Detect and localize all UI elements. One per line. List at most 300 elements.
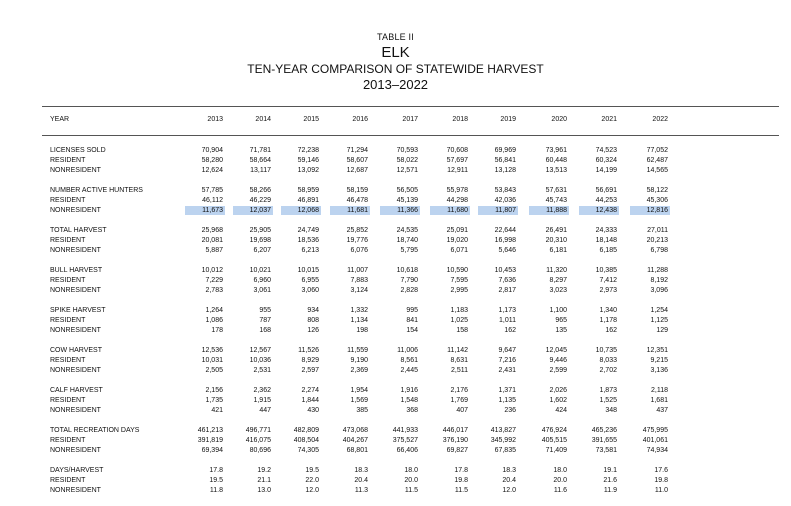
table-cell: 19,020 [446, 237, 468, 244]
table-cell: 8,297 [549, 277, 567, 284]
table-cell: 73,581 [595, 447, 617, 454]
row-label: RESIDENT [50, 437, 86, 444]
table-cell: 2,597 [301, 367, 319, 374]
table-cell: 1,134 [350, 317, 368, 324]
table-cell: 162 [605, 327, 617, 334]
table-cell: 6,071 [450, 247, 468, 254]
table-cell: 56,505 [396, 187, 418, 194]
row-label: NUMBER ACTIVE HUNTERS [50, 187, 143, 194]
table-cell: 21.1 [257, 477, 271, 484]
table-cell: 965 [555, 317, 567, 324]
row-label: BULL HARVEST [50, 267, 103, 274]
table-cell: 5,795 [400, 247, 418, 254]
table-cell: 11,526 [298, 347, 319, 354]
table-cell: 13,092 [297, 167, 319, 174]
table-cell: 11.5 [454, 487, 468, 494]
row-label: NONRESIDENT [50, 367, 101, 374]
table-cell: 7,636 [498, 277, 516, 284]
table-cell: 19.8 [454, 477, 468, 484]
table-cell: 18.0 [553, 467, 567, 474]
table-cell: 11.6 [553, 487, 567, 494]
row-label: RESIDENT [50, 357, 86, 364]
table-cell: 10,012 [201, 267, 223, 274]
table-cell: 7,883 [350, 277, 368, 284]
table-row [42, 306, 779, 316]
table-cell: 12,068 [297, 207, 319, 214]
title-block [0, 0, 791, 91]
table-cell: 408,504 [293, 437, 319, 444]
table-group [42, 346, 779, 386]
table-cell: 56,691 [595, 187, 617, 194]
table-cell: 19.5 [305, 467, 319, 474]
table-group [42, 466, 779, 506]
table-cell: 413,827 [490, 427, 516, 434]
table-cell: 14,199 [595, 167, 617, 174]
table-cell: 11,142 [447, 347, 468, 354]
table-cell: 1,525 [599, 397, 617, 404]
table-cell: 430 [307, 407, 319, 414]
table-cell: 405,515 [541, 437, 567, 444]
table-cell: 24,333 [595, 227, 617, 234]
row-label: NONRESIDENT [50, 207, 101, 214]
table-row [42, 266, 779, 276]
table-row [42, 326, 779, 336]
table-cell: 20,081 [201, 237, 223, 244]
table-cell: 12,037 [249, 207, 271, 214]
table-cell: 1,135 [498, 397, 516, 404]
table-cell: 6,798 [650, 247, 668, 254]
table-group [42, 306, 779, 346]
table-row [42, 156, 779, 166]
table-cell: 20.0 [404, 477, 418, 484]
table-cell: 18,148 [595, 237, 617, 244]
table-cell: 2,973 [599, 287, 617, 294]
table-cell: 10,385 [595, 267, 617, 274]
table-row [42, 476, 779, 486]
table-cell: 46,891 [297, 197, 319, 204]
table-cell: 236 [504, 407, 516, 414]
row-label: TOTAL RECREATION DAYS [50, 427, 140, 434]
table-cell: 3,124 [350, 287, 368, 294]
table-cell: 2,828 [400, 287, 418, 294]
table-cell: 44,298 [446, 197, 468, 204]
table-cell: 14,565 [646, 167, 668, 174]
table-cell: 6,185 [599, 247, 617, 254]
table-cell: 475,995 [642, 427, 668, 434]
table-cell: 46,112 [202, 197, 223, 204]
table-cell: 24,749 [297, 227, 319, 234]
table-cell: 6,960 [253, 277, 271, 284]
table-cell: 72,238 [297, 147, 319, 154]
table-cell: 25,852 [346, 227, 368, 234]
table-cell: 74,305 [297, 447, 319, 454]
table-cell: 70,608 [446, 147, 468, 154]
table-cell: 7,216 [498, 357, 516, 364]
table-cell: 158 [456, 327, 468, 334]
table-cell: 1,769 [450, 397, 468, 404]
table-cell: 10,590 [446, 267, 468, 274]
row-label: SPIKE HARVEST [50, 307, 106, 314]
table-cell: 154 [406, 327, 418, 334]
table-cell: 58,266 [249, 187, 271, 194]
table-row [42, 386, 779, 396]
table-cell: 25,091 [446, 227, 468, 234]
table-cell: 1,332 [350, 307, 368, 314]
table-cell: 2,817 [498, 287, 516, 294]
table-cell: 461,213 [197, 427, 223, 434]
table-cell: 2,156 [205, 387, 223, 394]
table-cell: 1,954 [350, 387, 368, 394]
table-cell: 16,998 [494, 237, 516, 244]
table-row [42, 366, 779, 376]
table-cell: 496,771 [245, 427, 271, 434]
table-row [42, 286, 779, 296]
table-row [42, 406, 779, 416]
table-cell: 12,816 [646, 207, 668, 214]
year-range: 2013–2022 [362, 77, 429, 92]
table-cell: 80,696 [249, 447, 271, 454]
table-cell: 12,571 [396, 167, 418, 174]
row-label: NONRESIDENT [50, 407, 101, 414]
table-cell: 7,412 [599, 277, 617, 284]
table-cell: 19.5 [209, 477, 223, 484]
table-cell: 2,431 [498, 367, 516, 374]
table-cell: 2,362 [253, 387, 271, 394]
table-cell: 58,607 [346, 157, 368, 164]
table-cell: 841 [406, 317, 418, 324]
table-row [42, 466, 779, 476]
table-cell: 25,968 [201, 227, 223, 234]
table-cell: 11,673 [202, 207, 223, 214]
table-cell: 3,023 [549, 287, 567, 294]
table-cell: 1,100 [549, 307, 567, 314]
table-row [42, 426, 779, 436]
table-cell: 12,687 [346, 167, 368, 174]
table-cell: 8,192 [650, 277, 668, 284]
table-title: TEN-YEAR COMPARISON OF STATEWIDE HARVEST [247, 62, 544, 76]
table-cell: 11,807 [495, 207, 516, 214]
table-cell: 9,215 [650, 357, 668, 364]
table-cell: 56,841 [494, 157, 516, 164]
table-cell: 60,448 [545, 157, 567, 164]
table-cell: 162 [504, 327, 516, 334]
table-cell: 45,139 [396, 197, 418, 204]
table-cell: 473,068 [342, 427, 368, 434]
table-cell: 45,743 [545, 197, 567, 204]
table-cell: 401,061 [642, 437, 668, 444]
table-cell: 12,438 [595, 207, 617, 214]
table-group [42, 386, 779, 426]
table-cell: 10,031 [201, 357, 223, 364]
table-cell: 17.8 [454, 467, 468, 474]
row-label: RESIDENT [50, 477, 86, 484]
table-cell: 10,015 [297, 267, 319, 274]
table-cell: 11,320 [546, 267, 567, 274]
table-cell: 25,905 [249, 227, 271, 234]
column-header-row [42, 106, 779, 136]
table-cell: 13,128 [494, 167, 516, 174]
table-cell: 1,873 [599, 387, 617, 394]
table-cell: 3,060 [301, 287, 319, 294]
table-cell: 60,324 [595, 157, 617, 164]
table-cell: 1,915 [253, 397, 271, 404]
table-cell: 1,086 [205, 317, 223, 324]
table-row [42, 146, 779, 156]
data-table [42, 146, 779, 506]
table-cell: 13,117 [250, 167, 271, 174]
table-cell: 11,007 [347, 267, 368, 274]
table-cell: 2,369 [350, 367, 368, 374]
table-cell: 11.9 [603, 487, 617, 494]
table-cell: 9,190 [350, 357, 368, 364]
table-cell: 11,681 [347, 207, 368, 214]
row-label: NONRESIDENT [50, 487, 101, 494]
table-cell: 2,599 [549, 367, 567, 374]
table-cell: 1,735 [205, 397, 223, 404]
table-cell: 12,045 [545, 347, 567, 354]
table-cell: 348 [605, 407, 617, 414]
year-header-2022: 2022 [652, 116, 668, 123]
table-cell: 10,036 [249, 357, 271, 364]
table-cell: 391,819 [197, 437, 223, 444]
table-cell: 13,513 [545, 167, 567, 174]
table-cell: 18,536 [297, 237, 319, 244]
table-cell: 10,735 [595, 347, 617, 354]
table-cell: 368 [406, 407, 418, 414]
table-cell: 1,125 [650, 317, 668, 324]
table-cell: 21.6 [603, 477, 617, 484]
table-cell: 71,294 [346, 147, 368, 154]
table-group [42, 266, 779, 306]
species-title: ELK [381, 44, 410, 61]
table-row [42, 196, 779, 206]
table-cell: 482,809 [293, 427, 319, 434]
table-cell: 20,213 [646, 237, 668, 244]
table-cell: 12,567 [249, 347, 271, 354]
table-cell: 126 [307, 327, 319, 334]
table-cell: 20,310 [545, 237, 567, 244]
table-cell: 2,783 [205, 287, 223, 294]
table-cell: 2,026 [549, 387, 567, 394]
table-cell: 345,992 [490, 437, 516, 444]
table-row [42, 446, 779, 456]
table-cell: 55,978 [446, 187, 468, 194]
table-row [42, 396, 779, 406]
table-cell: 11.3 [354, 487, 368, 494]
table-cell: 1,844 [301, 397, 319, 404]
table-cell: 1,681 [650, 397, 668, 404]
table-cell: 57,785 [201, 187, 223, 194]
table-cell: 10,021 [249, 267, 271, 274]
table-cell: 66,406 [396, 447, 418, 454]
table-cell: 135 [555, 327, 567, 334]
table-row [42, 356, 779, 366]
table-cell: 45,306 [646, 197, 668, 204]
table-group [42, 146, 779, 186]
row-label: COW HARVEST [50, 347, 102, 354]
table-cell: 46,229 [249, 197, 271, 204]
table-cell: 10,618 [396, 267, 418, 274]
row-label: TOTAL HARVEST [50, 227, 107, 234]
table-cell: 58,280 [201, 157, 223, 164]
row-label: DAYS/HARVEST [50, 467, 104, 474]
table-cell: 11,366 [397, 207, 418, 214]
table-cell: 58,664 [249, 157, 271, 164]
table-cell: 5,646 [498, 247, 516, 254]
row-label: RESIDENT [50, 237, 86, 244]
table-cell: 19.1 [603, 467, 617, 474]
table-cell: 376,190 [442, 437, 468, 444]
table-cell: 19.2 [257, 467, 271, 474]
year-header-2017: 2017 [402, 116, 418, 123]
table-cell: 6,181 [549, 247, 567, 254]
table-cell: 178 [211, 327, 223, 334]
table-cell: 1,916 [400, 387, 418, 394]
table-cell: 955 [259, 307, 271, 314]
table-cell: 6,955 [301, 277, 319, 284]
table-row [42, 166, 779, 176]
table-cell: 19,698 [249, 237, 271, 244]
table-cell: 69,394 [201, 447, 223, 454]
table-cell: 7,595 [450, 277, 468, 284]
table-cell: 18.3 [502, 467, 516, 474]
table-cell: 69,827 [446, 447, 468, 454]
table-row [42, 226, 779, 236]
table-cell: 42,036 [494, 197, 516, 204]
table-cell: 1,602 [549, 397, 567, 404]
table-cell: 476,924 [541, 427, 567, 434]
year-header-2015: 2015 [303, 116, 319, 123]
table-cell: 17.8 [209, 467, 223, 474]
table-row [42, 346, 779, 356]
table-cell: 58,122 [646, 187, 668, 194]
table-cell: 71,781 [249, 147, 271, 154]
table-cell: 20.0 [553, 477, 567, 484]
table-cell: 5,887 [205, 247, 223, 254]
table-cell: 11,680 [447, 207, 468, 214]
table-cell: 67,835 [494, 447, 516, 454]
table-row [42, 276, 779, 286]
table-cell: 1,025 [450, 317, 468, 324]
table-cell: 19,776 [346, 237, 368, 244]
table-cell: 2,995 [450, 287, 468, 294]
table-cell: 375,527 [392, 437, 418, 444]
table-cell: 12,351 [646, 347, 668, 354]
table-cell: 18.3 [354, 467, 368, 474]
table-cell: 8,631 [450, 357, 468, 364]
table-cell: 74,523 [595, 147, 617, 154]
table-cell: 2,702 [599, 367, 617, 374]
table-cell: 18.0 [404, 467, 418, 474]
table-cell: 1,371 [498, 387, 516, 394]
row-label: RESIDENT [50, 157, 86, 164]
table-cell: 787 [259, 317, 271, 324]
table-cell: 1,340 [599, 307, 617, 314]
year-header-2020: 2020 [551, 116, 567, 123]
table-cell: 22,644 [494, 227, 516, 234]
table-cell: 198 [356, 327, 368, 334]
table-cell: 465,236 [591, 427, 617, 434]
table-cell: 2,176 [450, 387, 468, 394]
table-cell: 53,843 [494, 187, 516, 194]
table-cell: 58,159 [346, 187, 368, 194]
table-row [42, 246, 779, 256]
table-cell: 18,740 [396, 237, 418, 244]
table-cell: 20.4 [354, 477, 368, 484]
table-cell: 68,801 [346, 447, 368, 454]
row-label: NONRESIDENT [50, 447, 101, 454]
year-header-2018: 2018 [452, 116, 468, 123]
row-label: RESIDENT [50, 397, 86, 404]
table-cell: 74,934 [646, 447, 668, 454]
table-cell: 69,969 [494, 147, 516, 154]
row-label: NONRESIDENT [50, 287, 101, 294]
table-cell: 17.6 [654, 467, 668, 474]
table-cell: 168 [259, 327, 271, 334]
table-cell: 10,453 [494, 267, 516, 274]
table-number: TABLE II [377, 32, 414, 42]
table-cell: 424 [555, 407, 567, 414]
table-cell: 22.0 [305, 477, 319, 484]
table-cell: 73,961 [545, 147, 567, 154]
table-cell: 27,011 [647, 227, 668, 234]
table-cell: 1,254 [650, 307, 668, 314]
table-cell: 57,697 [446, 157, 468, 164]
table-cell: 3,136 [650, 367, 668, 374]
table-cell: 421 [211, 407, 223, 414]
table-cell: 24,535 [396, 227, 418, 234]
table-cell: 2,531 [253, 367, 271, 374]
table-cell: 8,561 [400, 357, 418, 364]
row-label: NONRESIDENT [50, 327, 101, 334]
table-cell: 58,959 [297, 187, 319, 194]
table-cell: 7,229 [205, 277, 223, 284]
table-cell: 1,173 [498, 307, 516, 314]
table-cell: 1,569 [350, 397, 368, 404]
table-cell: 1,178 [599, 317, 617, 324]
table-cell: 44,253 [595, 197, 617, 204]
year-header-2019: 2019 [500, 116, 516, 123]
table-cell: 70,904 [201, 147, 223, 154]
year-header-2013: 2013 [207, 116, 223, 123]
table-cell: 1,183 [450, 307, 468, 314]
table-cell: 11.5 [404, 487, 418, 494]
table-cell: 441,933 [392, 427, 418, 434]
table-cell: 26,491 [545, 227, 567, 234]
row-label: CALF HARVEST [50, 387, 103, 394]
table-cell: 2,118 [651, 387, 668, 394]
row-label: LICENSES SOLD [50, 147, 106, 154]
table-cell: 404,267 [342, 437, 368, 444]
table-cell: 11,006 [397, 347, 418, 354]
table-cell: 995 [406, 307, 418, 314]
table-cell: 71,409 [545, 447, 567, 454]
table-cell: 2,511 [451, 367, 468, 374]
table-cell: 12,536 [201, 347, 223, 354]
year-column-label: YEAR [50, 116, 70, 123]
table-cell: 1,011 [499, 317, 516, 324]
table-cell: 11.0 [654, 487, 668, 494]
table-cell: 6,207 [253, 247, 271, 254]
table-cell: 11.8 [209, 487, 223, 494]
table-cell: 437 [656, 407, 668, 414]
table-cell: 12,624 [201, 167, 223, 174]
table-row [42, 236, 779, 246]
table-row [42, 186, 779, 196]
table-cell: 447 [259, 407, 271, 414]
table-group [42, 186, 779, 226]
table-cell: 59,146 [297, 157, 319, 164]
